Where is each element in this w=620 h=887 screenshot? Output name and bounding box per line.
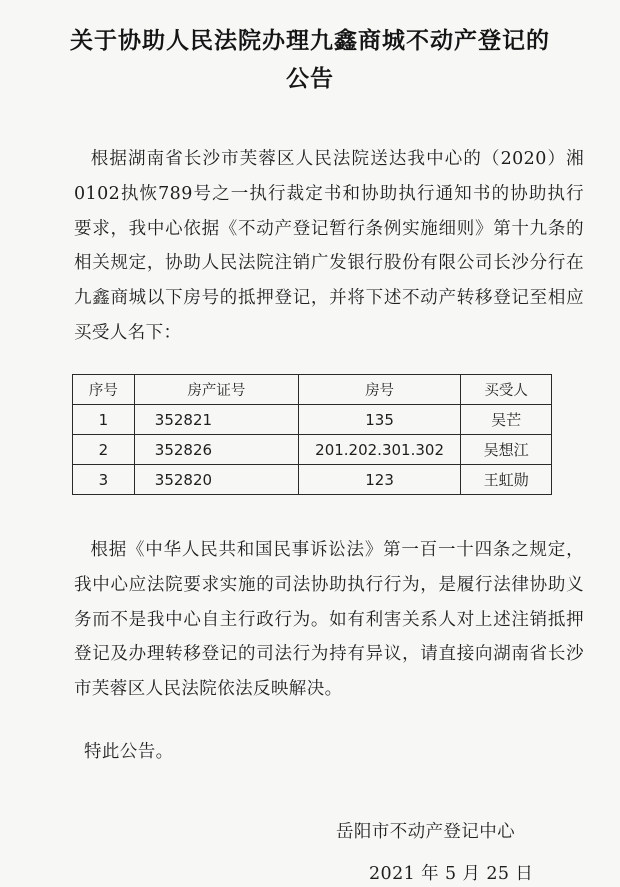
cell-room-no: 201.202.301.302 [298,435,460,465]
cell-buyer: 吴芒 [461,405,552,435]
cell-buyer: 吴想江 [461,435,552,465]
header-buyer: 买受人 [461,375,552,405]
header-room-no: 房号 [298,375,460,405]
cell-cert-no: 352821 [134,405,298,435]
property-table [72,374,552,495]
paragraph-2-text: 根据《中华人民共和国民事诉讼法》第一百一十四条之规定，我中心应法院要求实施的司法协助执行行为，是履行法律协助义务而不是我中心自主行政行为。如有利害关系人对上述注销抵押登记及办理转移登记的司法行为持有异议，请直接向湖南省长沙市芙蓉区人民法院依法反映解决。 [74,540,584,700]
notice-title-line1: 关于协助人民法院办理九鑫商城不动产登记的 [70,28,550,54]
cell-cert-no: 352820 [134,465,298,495]
cell-cert-no: 352826 [134,435,298,465]
cell-serial: 1 [73,405,135,435]
header-cert-no: 房产证号 [134,375,298,405]
paragraph-2 [74,533,584,707]
table-row [73,405,552,435]
cell-buyer: 王虹勋 [461,465,552,495]
cell-room-no: 135 [298,405,460,435]
cell-serial: 3 [73,465,135,495]
table-row [73,435,552,465]
table-header-row [73,375,552,405]
paragraph-1-text: 根据湖南省长沙市芙蓉区人民法院送达我中心的（2020）湘0102执恢789号之一执行裁定书和协助执行通知书的协助执行要求，我中心依据《不动产登记暂行条例实施细则》第十九条的相关规定，协助人民法院注销广发银行股份有限公司长沙分行在九鑫商城以下房号的抵押登记，并将下述不动产转移登记至相应买受人名下： [74,149,584,343]
header-serial: 序号 [73,375,135,405]
cell-serial: 2 [73,435,135,465]
issue-date: 2021 年 5 月 25 日 [369,864,534,884]
closing-line: 特此公告。 [84,742,174,762]
issuing-organization: 岳阳市不动产登记中心 [336,822,515,842]
paragraph-1 [74,142,584,351]
table-row [73,465,552,495]
cell-room-no: 123 [298,465,460,495]
notice-title-line2: 公告 [286,66,334,92]
